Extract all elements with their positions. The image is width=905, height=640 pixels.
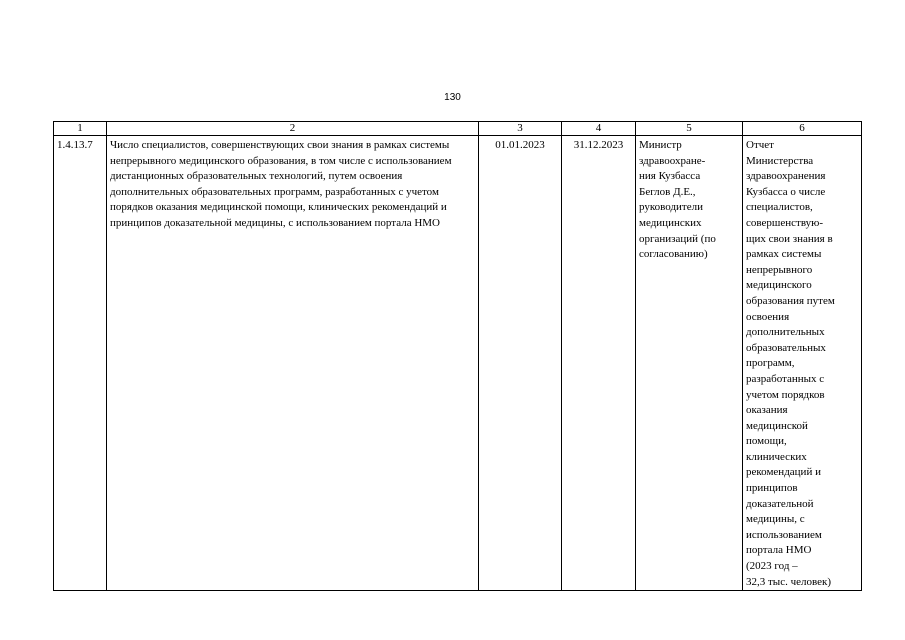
row-description: Число специалистов, совершенствующих свои знания в рамках системы непрерывного медицинского образования, в том числе с использованием дистанционных образовательных технологий, путем освоения дополнительных образовательных программ, разработанных с учетом порядков оказания медицинской помощи, клинических рекомендаций и принципов доказательной медицины, с использованием портала НМО: [110, 139, 452, 229]
row-responsible-cell: [636, 136, 743, 591]
row-start-date-cell: [479, 136, 562, 591]
row-responsible: Министр здравоохране- ния Кузбасса Беглов Д.Е., руководители медицинских организаций (по согласованию): [639, 139, 716, 261]
column-header-6: 6: [743, 122, 862, 136]
row-end-date-cell: [562, 136, 636, 591]
column-header-3: 3: [479, 122, 562, 136]
column-header-4: 4: [562, 122, 636, 136]
measures-table: [53, 121, 862, 591]
column-header-1: 1: [54, 122, 107, 136]
table-row: [54, 136, 862, 591]
row-result-cell: [743, 136, 862, 591]
row-start-date: 01.01.2023: [495, 139, 545, 151]
row-end-date: 31.12.2023: [573, 139, 624, 151]
row-description-cell: [107, 136, 479, 591]
row-result: Отчет Министерства здравоохранения Кузбасса о числе специалистов, совершенствую- щих свои знания в рамках системы непрерывного медицинского образования путем освоения дополнительных образовательных программ, разработанных с учетом порядков оказания медицинской помощи, клинических рекомендаций и принципов доказательной медицины, с использованием портала НМО (2023 год – 32,3 тыс. человек): [746, 139, 835, 588]
column-header-5: 5: [636, 122, 743, 136]
page-number: 130: [444, 92, 461, 103]
row-id-cell: [54, 136, 107, 591]
row-id: 1.4.13.7: [57, 139, 93, 151]
table-header-row: [54, 122, 862, 136]
column-header-2: 2: [107, 122, 479, 136]
